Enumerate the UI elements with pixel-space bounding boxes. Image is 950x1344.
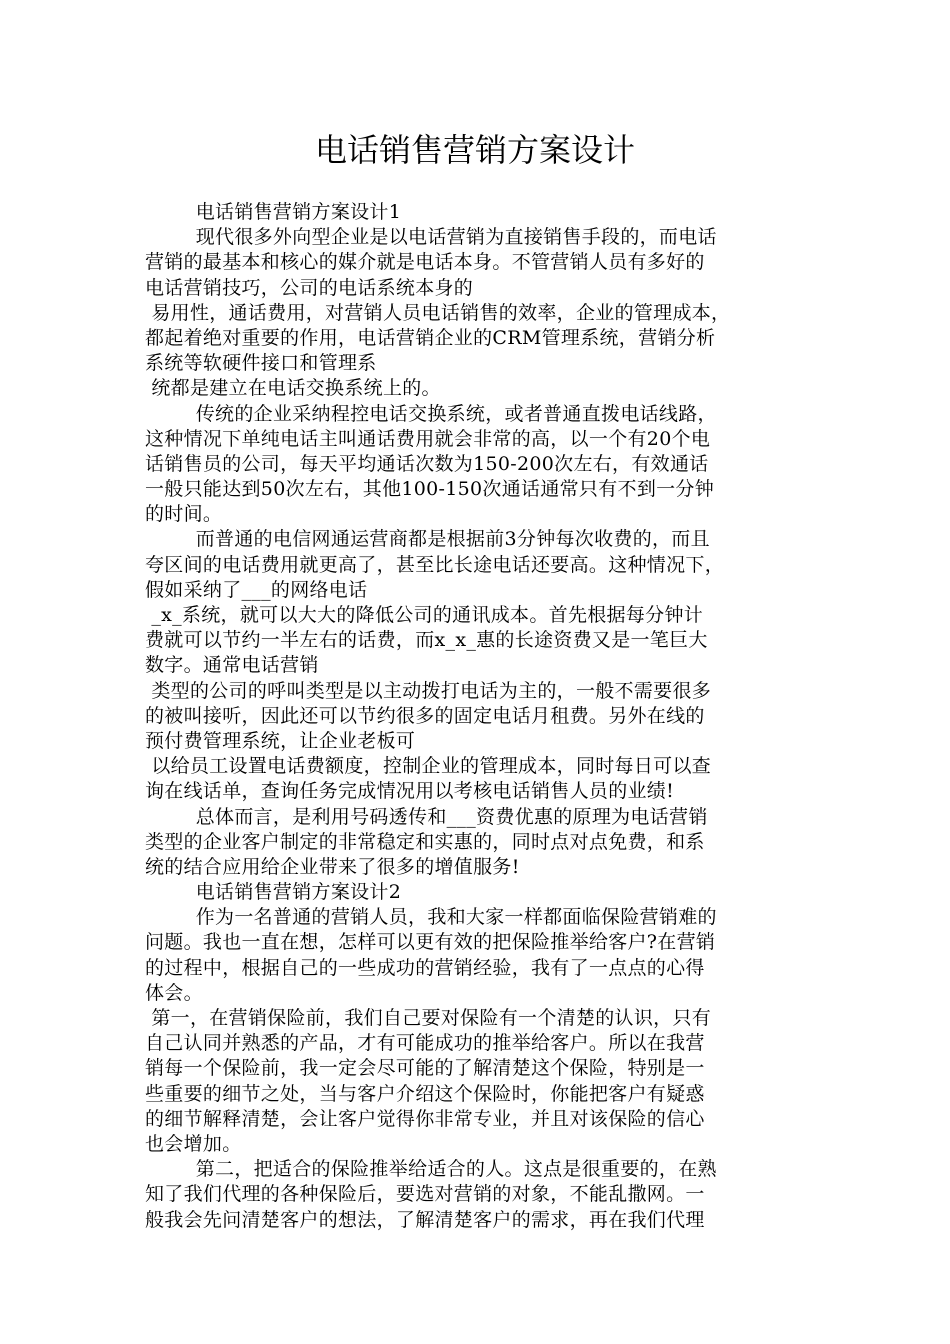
text-line: 费就可以节约一半左右的话费，而x_x_惠的长途资费又是一笔巨大 bbox=[145, 629, 708, 652]
text-line: 第一，在营销保险前，我们自己要对保险有一个清楚的认识，只有 bbox=[145, 1007, 712, 1029]
text-line: 自己认同并熟悉的产品，才有可能成功的推举给客户。所以在我营 bbox=[145, 1032, 705, 1055]
document-body bbox=[145, 200, 809, 1233]
text-line: 的过程中，根据自己的一些成功的营销经验，我有了一点点的心得 bbox=[145, 956, 705, 979]
text-line: 体会。 bbox=[145, 981, 203, 1004]
text-line: _x_系统，就可以大大的降低公司的通讯成本。首先根据每分钟计 bbox=[145, 604, 704, 626]
text-line: 话销售员的公司，每天平均通话次数为150-200次左右，有效通话 bbox=[145, 452, 709, 475]
text-line: 夸区间的电话费用就更高了，甚至比长途电话还要高。这种情况下， bbox=[145, 553, 725, 576]
text-line: 预付费管理系统，让企业老板可 bbox=[145, 729, 416, 752]
text-line: 都起着绝对重要的作用，电话营销企业的CRM管理系统，营销分析 bbox=[145, 326, 716, 349]
text-line: 营销的最基本和核心的媒介就是电话本身。不管营销人员有多好的 bbox=[145, 251, 705, 274]
text-line: 些重要的细节之处，当与客户介绍这个保险时，你能把客户有疑惑 bbox=[145, 1082, 705, 1105]
text-line: 统的结合应用给企业带来了很多的增值服务! bbox=[145, 855, 520, 878]
text-line: 作为一名普通的营销人员，我和大家一样都面临保险营销难的 bbox=[145, 906, 717, 929]
text-line: 系统等软硬件接口和管理系 bbox=[145, 352, 377, 375]
text-line: 假如采纳了___的网络电话 bbox=[145, 578, 368, 601]
text-line: 询在线话单，查询任务完成情况用以考核电话销售人员的业绩! bbox=[145, 780, 675, 803]
text-line: 问题。我也一直在想，怎样可以更有效的把保险推举给客户?在营销 bbox=[145, 931, 716, 954]
text-line: 类型的公司的呼叫类型是以主动拨打电话为主的，一般不需要很多 bbox=[145, 679, 712, 702]
text-line: 的细节解释清楚，会让客户觉得你非常专业，并且对该保险的信心 bbox=[145, 1107, 705, 1130]
text-line: 数字。通常电话营销 bbox=[145, 654, 319, 677]
text-line: 以给员工设置电话费额度，控制企业的管理成本，同时每日可以查 bbox=[145, 755, 712, 778]
text-line: 统都是建立在电话交换系统上的。 bbox=[145, 377, 441, 400]
text-line: 传统的企业采纳程控电话交换系统，或者普通直拨电话线路， bbox=[145, 402, 717, 425]
document-title: 电话销售营销方案设计 bbox=[314, 131, 635, 169]
text-line: 的被叫接听，因此还可以节约很多的固定电话月租费。另外在线的 bbox=[145, 704, 705, 727]
text-line: 般我会先问清楚客户的想法，了解清楚客户的需求，再在我们代理 bbox=[145, 1208, 705, 1231]
text-line: 而普通的电信网通运营商都是根据前3分钟每次收费的，而且 bbox=[145, 528, 710, 551]
text-line: 电话营销技巧，公司的电话系统本身的 bbox=[145, 276, 474, 299]
text-line: 易用性，通话费用，对营销人员电话销售的效率，企业的管理成本， bbox=[145, 301, 731, 324]
text-line: 也会增加。 bbox=[145, 1132, 242, 1155]
text-line: 的时间。 bbox=[145, 503, 223, 526]
text-line: 知了我们代理的各种保险后，要选对营销的对象，不能乱撒网。一 bbox=[145, 1183, 705, 1206]
text-line: 第二，把适合的保险推举给适合的人。这点是很重要的，在熟 bbox=[145, 1158, 717, 1181]
text-line: 类型的企业客户制定的非常稳定和实惠的，同时点对点免费，和系 bbox=[145, 830, 705, 853]
text-line: 电话销售营销方案设计2 bbox=[145, 881, 402, 904]
text-line: 电话销售营销方案设计1 bbox=[145, 201, 402, 223]
text-line: 总体而言，是利用号码透传和___资费优惠的原理为电话营销 bbox=[145, 805, 708, 828]
text-line: 一般只能达到50次左右，其他100-150次通话通常只有不到一分钟 bbox=[145, 478, 715, 501]
text-line: 销每一个保险前，我一定会尽可能的了解清楚这个保险，特别是一 bbox=[145, 1057, 705, 1080]
text-line: 现代很多外向型企业是以电话营销为直接销售手段的，而电话 bbox=[145, 226, 717, 249]
text-line: 这种情况下单纯电话主叫通话费用就会非常的高，以一个有20个电 bbox=[145, 427, 711, 450]
